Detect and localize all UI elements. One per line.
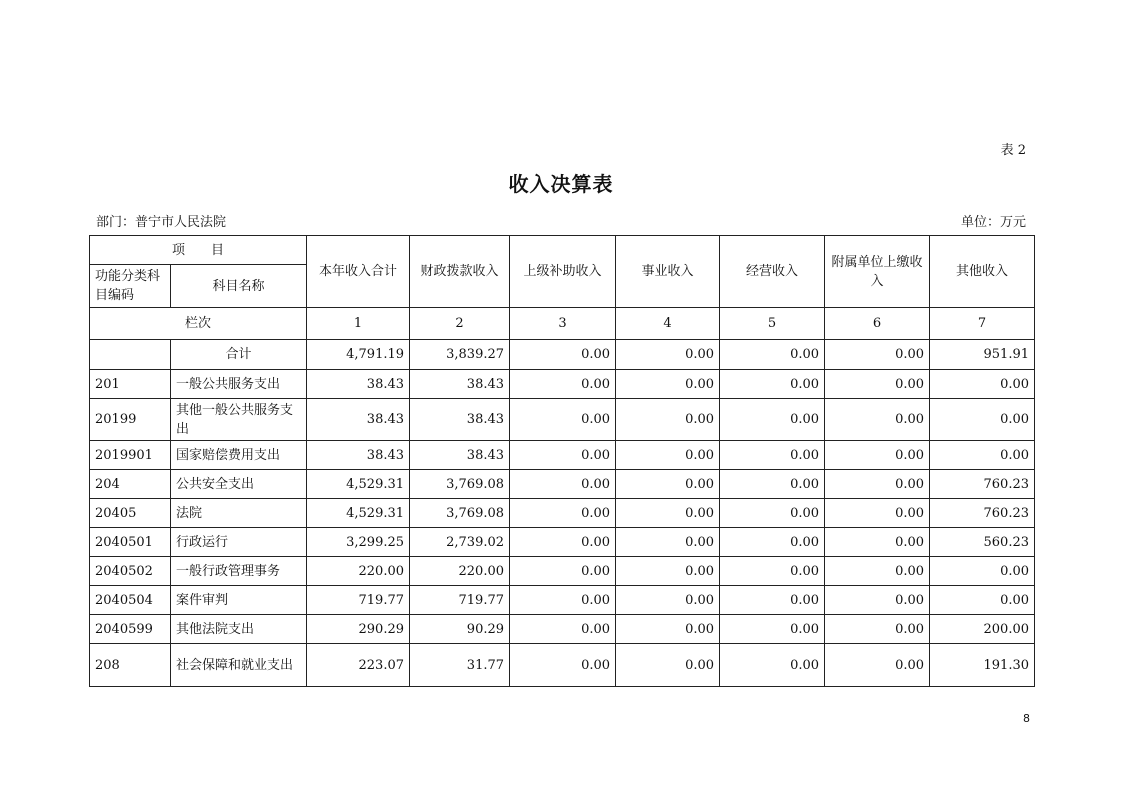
header-other: 其他收入 <box>930 236 1035 308</box>
row-code: 204 <box>90 470 171 499</box>
row-code: 2040504 <box>90 586 171 615</box>
row-affiliate: 0.00 <box>825 499 930 528</box>
row-fiscal: 38.43 <box>410 399 510 441</box>
row-other: 200.00 <box>930 615 1035 644</box>
row-fiscal: 3,769.08 <box>410 470 510 499</box>
table-row <box>90 586 1035 615</box>
row-other: 0.00 <box>930 370 1035 399</box>
row-career: 0.00 <box>616 557 720 586</box>
row-career: 0.00 <box>616 441 720 470</box>
row-name: 案件审判 <box>171 586 307 615</box>
row-business: 0.00 <box>720 557 825 586</box>
row-name: 公共安全支出 <box>171 470 307 499</box>
income-statement-table <box>89 235 1035 687</box>
row-career: 0.00 <box>616 399 720 441</box>
row-business: 0.00 <box>720 470 825 499</box>
row-total: 223.07 <box>307 644 410 687</box>
column-index-1: 1 <box>307 308 410 340</box>
row-total: 220.00 <box>307 557 410 586</box>
row-upper: 0.00 <box>510 615 616 644</box>
row-upper: 0.00 <box>510 470 616 499</box>
row-upper: 0.00 <box>510 370 616 399</box>
row-total: 38.43 <box>307 399 410 441</box>
row-business: 0.00 <box>720 528 825 557</box>
page-number: 8 <box>1023 712 1030 725</box>
row-name: 其他一般公共服务支出 <box>171 399 307 441</box>
row-affiliate: 0.00 <box>825 370 930 399</box>
row-total: 4,529.31 <box>307 470 410 499</box>
row-upper: 0.00 <box>510 399 616 441</box>
row-affiliate: 0.00 <box>825 528 930 557</box>
row-total: 719.77 <box>307 586 410 615</box>
row-name: 国家赔偿费用支出 <box>171 441 307 470</box>
row-fiscal: 2,739.02 <box>410 528 510 557</box>
row-upper: 0.00 <box>510 557 616 586</box>
row-fiscal: 31.77 <box>410 644 510 687</box>
row-affiliate: 0.00 <box>825 615 930 644</box>
row-business: 0.00 <box>720 644 825 687</box>
column-index-2: 2 <box>410 308 510 340</box>
row-name: 合计 <box>171 340 307 370</box>
row-business: 0.00 <box>720 370 825 399</box>
row-fiscal: 38.43 <box>410 441 510 470</box>
column-index-row <box>90 308 1035 340</box>
column-index-label: 栏次 <box>90 308 307 340</box>
column-index-7: 7 <box>930 308 1035 340</box>
unit-label: 单位：万元 <box>960 215 1026 230</box>
row-career: 0.00 <box>616 528 720 557</box>
row-affiliate: 0.00 <box>825 441 930 470</box>
row-other: 0.00 <box>930 399 1035 441</box>
row-code: 2040599 <box>90 615 171 644</box>
row-total: 290.29 <box>307 615 410 644</box>
row-code <box>90 340 171 370</box>
row-name: 一般公共服务支出 <box>171 370 307 399</box>
row-upper: 0.00 <box>510 441 616 470</box>
header-career: 事业收入 <box>616 236 720 308</box>
row-name: 法院 <box>171 499 307 528</box>
row-total: 3,299.25 <box>307 528 410 557</box>
row-upper: 0.00 <box>510 340 616 370</box>
row-total: 4,529.31 <box>307 499 410 528</box>
row-fiscal: 3,769.08 <box>410 499 510 528</box>
row-fiscal: 90.29 <box>410 615 510 644</box>
row-code: 20405 <box>90 499 171 528</box>
header-code: 功能分类科目编码 <box>90 265 171 308</box>
column-index-5: 5 <box>720 308 825 340</box>
header-fiscal: 财政拨款收入 <box>410 236 510 308</box>
row-affiliate: 0.00 <box>825 586 930 615</box>
header-name: 科目名称 <box>171 265 307 308</box>
row-career: 0.00 <box>616 370 720 399</box>
column-index-3: 3 <box>510 308 616 340</box>
row-other: 760.23 <box>930 470 1035 499</box>
table-row <box>90 499 1035 528</box>
header-affiliate: 附属单位上缴收入 <box>825 236 930 308</box>
row-career: 0.00 <box>616 340 720 370</box>
table-row <box>90 644 1035 687</box>
row-total: 38.43 <box>307 370 410 399</box>
row-business: 0.00 <box>720 586 825 615</box>
row-other: 760.23 <box>930 499 1035 528</box>
page-title: 收入决算表 <box>508 172 614 196</box>
row-name: 其他法院支出 <box>171 615 307 644</box>
row-total: 4,791.19 <box>307 340 410 370</box>
row-career: 0.00 <box>616 644 720 687</box>
row-code: 201 <box>90 370 171 399</box>
row-name: 一般行政管理事务 <box>171 557 307 586</box>
row-affiliate: 0.00 <box>825 399 930 441</box>
row-business: 0.00 <box>720 615 825 644</box>
column-index-4: 4 <box>616 308 720 340</box>
row-other: 0.00 <box>930 586 1035 615</box>
row-business: 0.00 <box>720 399 825 441</box>
header-upper: 上级补助收入 <box>510 236 616 308</box>
row-fiscal: 220.00 <box>410 557 510 586</box>
row-upper: 0.00 <box>510 644 616 687</box>
row-upper: 0.00 <box>510 586 616 615</box>
row-name: 社会保障和就业支出 <box>171 644 307 687</box>
table-row <box>90 399 1035 441</box>
row-name: 行政运行 <box>171 528 307 557</box>
row-other: 560.23 <box>930 528 1035 557</box>
row-career: 0.00 <box>616 615 720 644</box>
header-row-1 <box>90 236 1035 265</box>
row-code: 2019901 <box>90 441 171 470</box>
row-business: 0.00 <box>720 340 825 370</box>
total-row <box>90 340 1035 370</box>
department-label: 部门：普宁市人民法院 <box>96 215 227 230</box>
header-total: 本年收入合计 <box>307 236 410 308</box>
row-affiliate: 0.00 <box>825 557 930 586</box>
row-code: 208 <box>90 644 171 687</box>
table-row <box>90 557 1035 586</box>
table-row <box>90 615 1035 644</box>
row-affiliate: 0.00 <box>825 644 930 687</box>
row-affiliate: 0.00 <box>825 340 930 370</box>
row-total: 38.43 <box>307 441 410 470</box>
header-business: 经营收入 <box>720 236 825 308</box>
table-row <box>90 370 1035 399</box>
row-career: 0.00 <box>616 470 720 499</box>
row-other: 0.00 <box>930 441 1035 470</box>
row-code: 2040501 <box>90 528 171 557</box>
row-career: 0.00 <box>616 499 720 528</box>
table-row <box>90 528 1035 557</box>
row-business: 0.00 <box>720 499 825 528</box>
row-affiliate: 0.00 <box>825 470 930 499</box>
column-index-6: 6 <box>825 308 930 340</box>
table-row <box>90 441 1035 470</box>
row-upper: 0.00 <box>510 528 616 557</box>
row-other: 0.00 <box>930 557 1035 586</box>
header-item-group: 项 目 <box>90 236 307 265</box>
row-career: 0.00 <box>616 586 720 615</box>
row-fiscal: 3,839.27 <box>410 340 510 370</box>
table-row <box>90 470 1035 499</box>
row-code: 20199 <box>90 399 171 441</box>
row-fiscal: 719.77 <box>410 586 510 615</box>
row-upper: 0.00 <box>510 499 616 528</box>
row-code: 2040502 <box>90 557 171 586</box>
row-business: 0.00 <box>720 441 825 470</box>
row-other: 951.91 <box>930 340 1035 370</box>
table-number: 表 2 <box>1000 143 1026 158</box>
row-other: 191.30 <box>930 644 1035 687</box>
row-fiscal: 38.43 <box>410 370 510 399</box>
